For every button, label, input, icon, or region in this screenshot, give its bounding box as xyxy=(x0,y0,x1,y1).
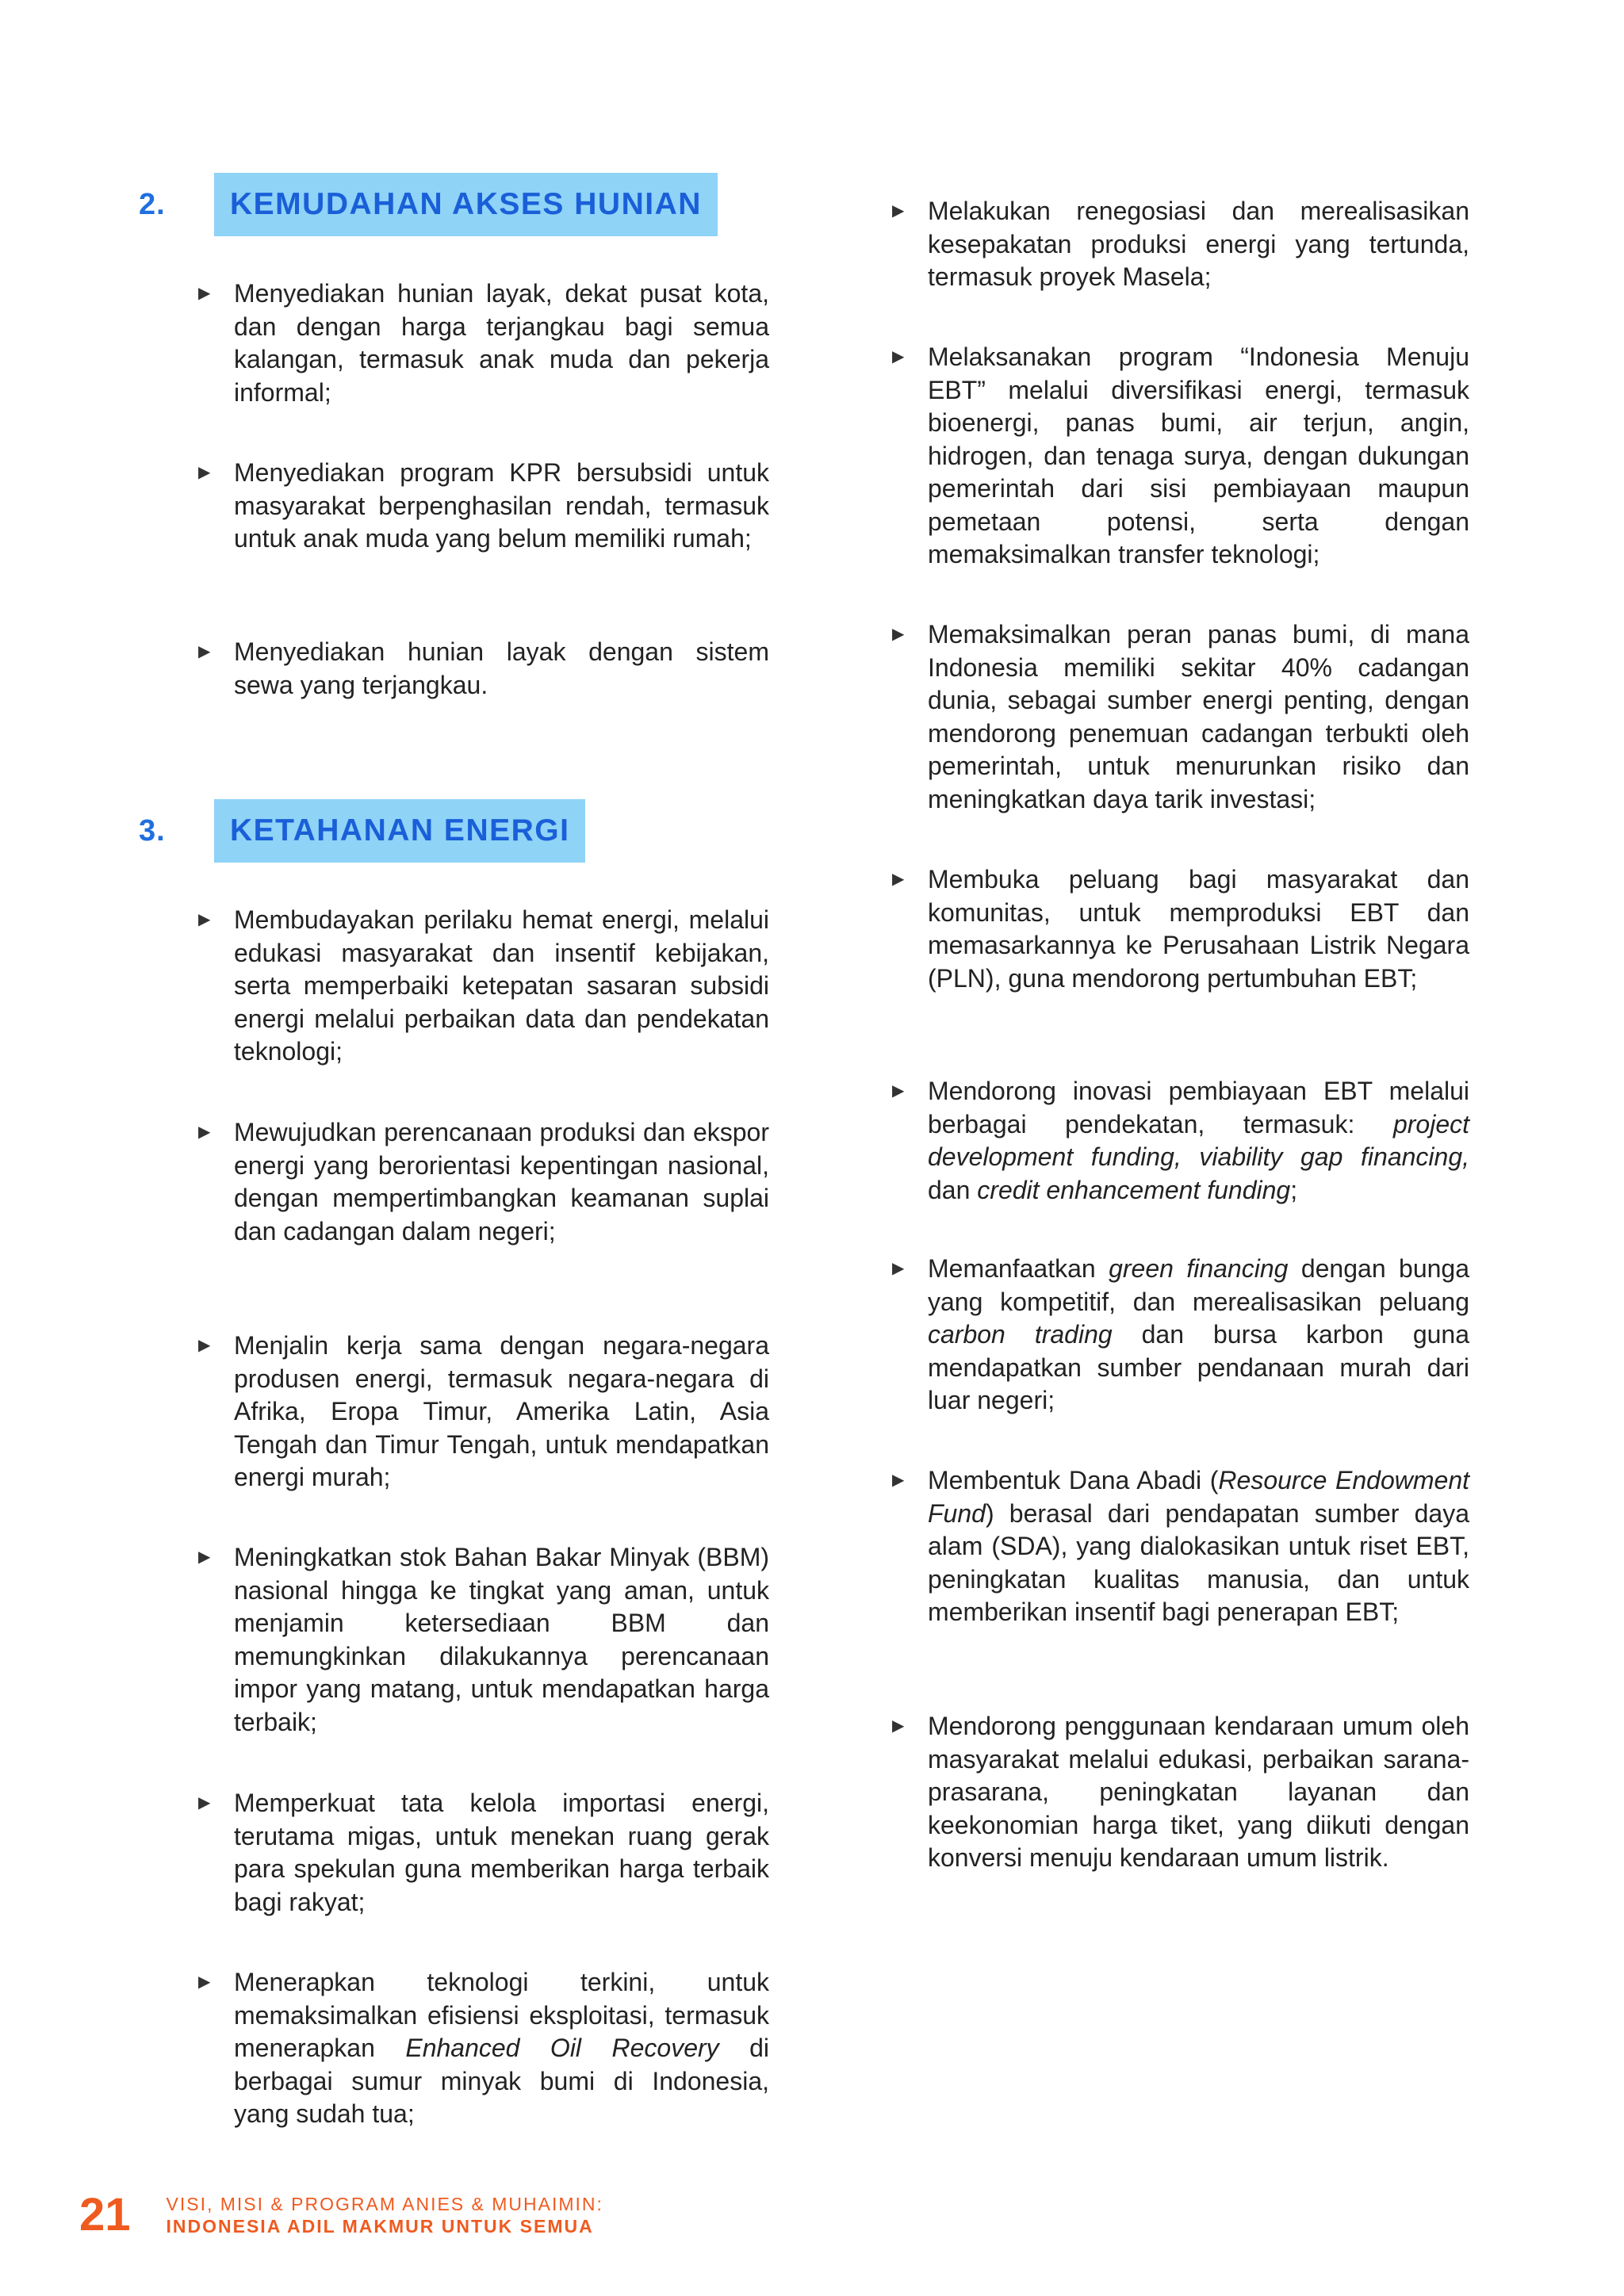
bullet-arrow-icon: ▶ xyxy=(892,1471,905,1489)
bullet-arrow-icon: ▶ xyxy=(198,1973,211,1991)
bullet-arrow-icon: ▶ xyxy=(892,626,905,643)
list-item: ▶ Melaksanakan program “Indonesia Menuju EBT” melalui diversifikasi energi, termasuk bioenergi, panas bumi, air terjun, angin, hidrogen, dan tenaga surya, dengan dukungan pemerintah dari sisi pembiayaan maupun pemetaan potensi, serta dengan memaksimalkan transfer teknologi; xyxy=(892,341,1469,572)
section-title: KEMUDAHAN AKSES HUNIAN xyxy=(214,173,718,236)
list-item: ▶ Membentuk Dana Abadi (Resource Endowment Fund) berasal dari pendapatan sumber daya alam (SDA), yang dialokasikan untuk riset EBT, peningkatan kualitas manusia, dan untuk memberikan insentif bagi penerapan EBT; xyxy=(892,1464,1469,1629)
footer-line-1: VISI, MISI & PROGRAM ANIES & MUHAIMIN: xyxy=(166,2193,603,2214)
bullet-arrow-icon: ▶ xyxy=(198,643,211,660)
list-item: ▶ Meningkatkan stok Bahan Bakar Minyak (BBM) nasional hingga ke tingkat yang aman, untuk menjamin ketersediaan BBM dan memungkinkan dilakukannya perencanaan impor yang matang, untuk mendapatkan harga terbaik; xyxy=(198,1541,769,1739)
section-number: 3. xyxy=(139,813,166,848)
bullet-arrow-icon: ▶ xyxy=(892,1260,905,1277)
page-number: 21 xyxy=(79,2189,131,2241)
section-heading-energi xyxy=(139,799,585,863)
bullet-arrow-icon: ▶ xyxy=(198,1123,211,1141)
list-item: ▶ Menerapkan teknologi terkini, untuk memaksimalkan efisiensi eksploitasi, termasuk menerapkan Enhanced Oil Recovery di berbagai sumur minyak bumi di Indonesia, yang sudah tua; xyxy=(198,1966,769,2131)
page-footer xyxy=(79,2188,603,2241)
list-item: ▶ Memanfaatkan green financing dengan bunga yang kompetitif, dan merealisasikan peluang carbon trading dan bursa karbon guna mendapatkan sumber pendanaan murah dari luar negeri; xyxy=(892,1253,1469,1418)
bullet-arrow-icon: ▶ xyxy=(198,1548,211,1566)
list-item: ▶ Menjalin kerja sama dengan negara-negara produsen energi, termasuk negara-negara di Afrika, Eropa Timur, Amerika Latin, Asia Tengah dan Timur Tengah, untuk mendapatkan energi murah; xyxy=(198,1330,769,1494)
list-item: ▶ Menyediakan program KPR bersubsidi untuk masyarakat berpenghasilan rendah, termasuk untuk anak muda yang belum memiliki rumah; xyxy=(198,457,769,556)
list-item: ▶ Mewujudkan perencanaan produksi dan ekspor energi yang berorientasi kepentingan nasional, dengan mempertimbangkan keamanan suplai dan cadangan dalam negeri; xyxy=(198,1116,769,1248)
list-item: ▶ Mendorong inovasi pembiayaan EBT melalui berbagai pendekatan, termasuk: project development funding, viability gap financing, dan credit enhancement funding; xyxy=(892,1075,1469,1207)
section-heading-hunian xyxy=(139,173,718,236)
bullet-arrow-icon: ▶ xyxy=(892,202,905,220)
bullet-arrow-icon: ▶ xyxy=(198,911,211,928)
bullet-arrow-icon: ▶ xyxy=(198,285,211,302)
list-item: ▶ Membuka peluang bagi masyarakat dan komunitas, untuk memproduksi EBT dan memasarkannya ke Perusahaan Listrik Negara (PLN), guna mendorong pertumbuhan EBT; xyxy=(892,863,1469,995)
bullet-arrow-icon: ▶ xyxy=(198,1337,211,1354)
bullet-arrow-icon: ▶ xyxy=(198,1794,211,1812)
bullet-arrow-icon: ▶ xyxy=(892,1082,905,1100)
list-item: ▶ Menyediakan hunian layak, dekat pusat kota, dan dengan harga terjangkau bagi semua kalangan, termasuk anak muda dan pekerja informal; xyxy=(198,277,769,409)
bullet-arrow-icon: ▶ xyxy=(198,464,211,481)
list-item: ▶ Menyediakan hunian layak dengan sistem sewa yang terjangkau. xyxy=(198,636,769,702)
list-item: ▶ Mendorong penggunaan kendaraan umum oleh masyarakat melalui edukasi, perbaikan sarana-prasarana, peningkatan layanan dan keekonomian harga tiket, yang diikuti dengan konversi menuju kendaraan umum listrik. xyxy=(892,1710,1469,1875)
footer-title xyxy=(167,2193,603,2237)
list-item: ▶ Melakukan renegosiasi dan merealisasikan kesepakatan produksi energi yang tertunda, termasuk proyek Masela; xyxy=(892,195,1469,294)
footer-line-2: INDONESIA ADIL MAKMUR UNTUK SEMUA xyxy=(166,2215,594,2237)
bullet-arrow-icon: ▶ xyxy=(892,871,905,888)
list-item: ▶ Memperkuat tata kelola importasi energi, terutama migas, untuk menekan ruang gerak para spekulan guna memberikan harga terbaik bagi rakyat; xyxy=(198,1787,769,1919)
section-number: 2. xyxy=(139,187,166,221)
section-title: KETAHANAN ENERGI xyxy=(214,799,585,863)
bullet-arrow-icon: ▶ xyxy=(892,1717,905,1735)
list-item: ▶ Memaksimalkan peran panas bumi, di mana Indonesia memiliki sekitar 40% cadangan dunia, sebagai sumber energi penting, dengan mendorong penemuan cadangan terbukti oleh pemerintah, untuk menurunkan risiko dan meningkatkan daya tarik investasi; xyxy=(892,618,1469,816)
list-item: ▶ Membudayakan perilaku hemat energi, melalui edukasi masyarakat dan insentif kebijakan, serta memperbaiki ketepatan sasaran subsidi energi melalui perbaikan data dan pendekatan teknologi; xyxy=(198,904,769,1069)
bullet-arrow-icon: ▶ xyxy=(892,348,905,365)
